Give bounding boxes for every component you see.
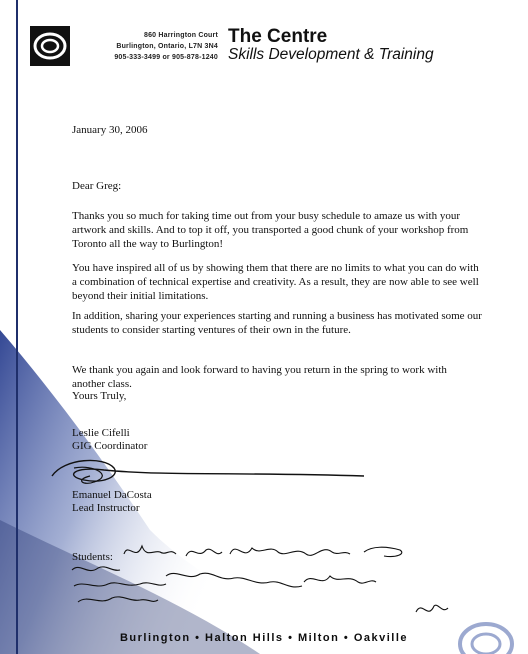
left-accent-line <box>16 0 18 654</box>
signatory-title: GIG Coordinator <box>72 440 148 452</box>
organization-name: The Centre <box>228 26 328 47</box>
letter-date: January 30, 2006 <box>72 124 148 136</box>
signatory-title: Lead Instructor <box>72 502 140 514</box>
paragraph: Thanks you so much for taking time out from your busy schedule to amaze us with your artwork and skills. And to top it off, you transported a good chunk of your workshop from Toronto all the way to Burlington! <box>72 210 469 250</box>
signatory-name: Leslie Cifelli <box>72 427 130 439</box>
paragraph: In addition, sharing your experiences starting and running a business has motivated some our students to consider starting ventures of their own in the future. <box>72 310 482 336</box>
address-line: 905-333-3499 or 905-878-1240 <box>114 54 218 61</box>
address-line: 860 Harrington Court <box>143 32 218 39</box>
paragraph: You have inspired all of us by showing them that there are no limits to what you can do with a combination of technical expertise and creativity. As a result, they are now able to see well beyond their initial limitations. <box>72 262 479 302</box>
signatory-block <box>72 489 152 515</box>
greeting: Dear Greg: <box>72 180 122 192</box>
signatory-name: Emanuel DaCosta <box>72 489 152 501</box>
paragraph: We thank you again and look forward to having you return in the spring to work with another class. <box>72 364 447 390</box>
student-signatures-image <box>66 532 486 622</box>
footer-locations: Burlington • Halton Hills • Milton • Oakville <box>119 632 409 644</box>
students-label: Students: <box>72 551 113 563</box>
closing: Yours Truly, <box>72 390 127 402</box>
address-block <box>90 30 218 63</box>
centre-logo-icon <box>30 26 70 66</box>
organization-subtitle: Skills Development & Training <box>228 46 434 63</box>
address-line: Burlington, Ontario, L7N 3N4 <box>116 43 218 50</box>
